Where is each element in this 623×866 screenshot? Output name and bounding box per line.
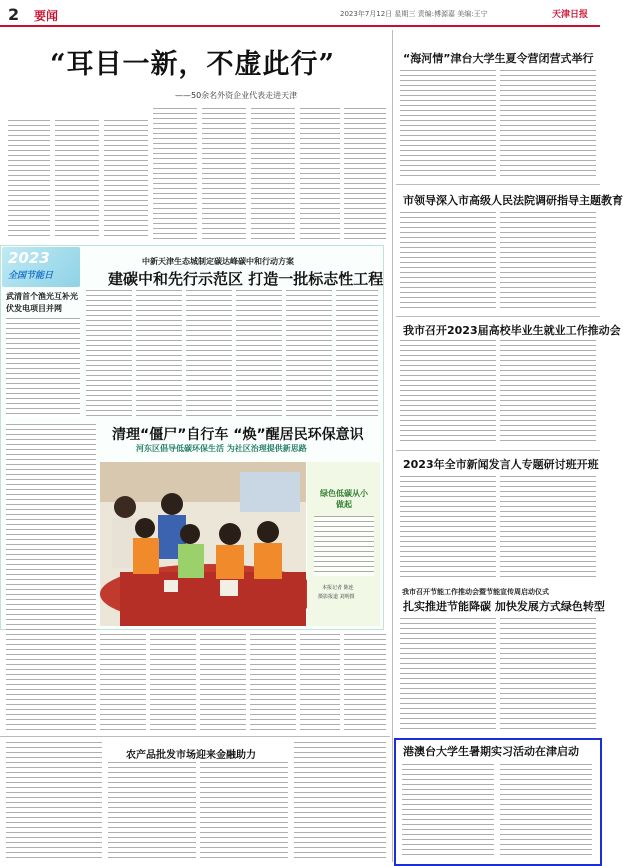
lower-text-col4 — [250, 634, 296, 734]
main-subhead: ——50余名外资企业代表走进天津 — [175, 91, 298, 100]
right-text-4b — [500, 476, 596, 580]
children-activity-photo — [100, 462, 306, 626]
body-text-col2 — [55, 120, 99, 240]
main-headline: “耳目一新，不虚此行” — [50, 49, 336, 80]
side-headline: 武清首个渔光互补光伏发电项目并网 — [6, 292, 78, 313]
photo-box-title: 绿色低碳从小做起 — [320, 489, 368, 509]
right-text-3a — [400, 340, 496, 444]
highlight-text-a — [402, 764, 494, 858]
right-divider-3 — [396, 450, 600, 451]
column-divider — [392, 30, 393, 862]
side-body-text — [6, 318, 80, 418]
header-rule — [0, 25, 600, 27]
right-headline-5: 扎实推进节能降碳 加快发展方式绿色转型 — [403, 600, 605, 613]
right-kicker-5: 我市召开节能工作推动会暨节能宣传周启动仪式 — [402, 588, 549, 596]
paper-logo: 天津日报 — [552, 10, 589, 20]
feature-text-col4 — [236, 290, 282, 416]
right-text-1a — [400, 70, 496, 180]
photo-credit-2: 摄影报道 刘明摄 — [318, 594, 355, 600]
feature-text-col2 — [136, 290, 182, 416]
right-text-2a — [400, 212, 496, 312]
feature-kicker: 中新天津生态城制定碳达峰碳中和行动方案 — [142, 257, 294, 266]
date-line: 2023年7月12日 星期三 责编:傅源嘉 美编:王宁 — [340, 10, 488, 18]
news-photo — [100, 462, 306, 626]
lower-text-col5 — [300, 634, 340, 734]
body-text-col8 — [344, 108, 386, 240]
second-subhead: 河东区倡导低碳环保生活 为社区治理提供新思路 — [136, 444, 307, 453]
bottom-headline: 农产品批发市场迎来金融助力 — [126, 750, 256, 761]
right-divider-2 — [396, 316, 600, 317]
section-label: 要闻 — [34, 9, 59, 23]
banner-year: 2023 — [8, 249, 50, 267]
right-divider-1 — [396, 184, 600, 185]
photo-credit-1: 本报记者 陈连 — [322, 585, 354, 591]
body-text-col3 — [104, 120, 148, 240]
right-text-5b — [500, 618, 596, 732]
highlight-text-b — [500, 764, 592, 858]
feature-text-col3 — [186, 290, 232, 416]
right-text-5a — [400, 618, 496, 732]
right-headline-4: 2023年全市新闻发言人专题研讨班开班 — [403, 458, 599, 471]
body-text-col1 — [8, 120, 50, 240]
highlight-headline: 港澳台大学生暑期实习活动在津启动 — [403, 745, 579, 758]
lower-text-col3 — [200, 634, 246, 734]
body-text-col4 — [153, 108, 197, 240]
feature-text-col5 — [286, 290, 332, 416]
lower-text-col2 — [150, 634, 196, 734]
right-text-4a — [400, 476, 496, 580]
right-headline-2: 市领导深入市高级人民法院调研指导主题教育 — [403, 194, 623, 207]
banner-label: 全国节能日 — [8, 271, 54, 281]
photo-caption-text — [314, 516, 374, 576]
right-text-3b — [500, 340, 596, 444]
right-text-1b — [500, 70, 596, 180]
feature-headline: 建碳中和先行示范区 打造一批标志性工程 — [108, 270, 384, 288]
left-column-text — [6, 424, 96, 734]
right-headline-1: “海河情”津台大学生夏令营闭营式举行 — [403, 52, 594, 65]
bottom-text-col2 — [200, 762, 288, 860]
bottom-divider — [0, 736, 390, 737]
feature-text-col1 — [86, 290, 132, 416]
right-text-2b — [500, 212, 596, 312]
second-headline: 清理“僵尸”自行车 “焕”醒居民环保意识 — [112, 427, 364, 443]
feature-text-col6 — [336, 290, 378, 416]
bottom-text-col1 — [108, 762, 196, 860]
body-text-col5 — [202, 108, 246, 240]
bottom-left-text — [6, 742, 102, 860]
body-text-col6 — [251, 108, 295, 240]
right-headline-3: 我市召开2023届高校毕业生就业工作推动会 — [403, 324, 621, 337]
bottom-text-col3 — [294, 742, 386, 860]
lower-text-col1 — [100, 634, 146, 734]
body-text-col7 — [300, 108, 340, 240]
page-number: 2 — [8, 5, 20, 24]
lower-text-col6 — [344, 634, 386, 734]
